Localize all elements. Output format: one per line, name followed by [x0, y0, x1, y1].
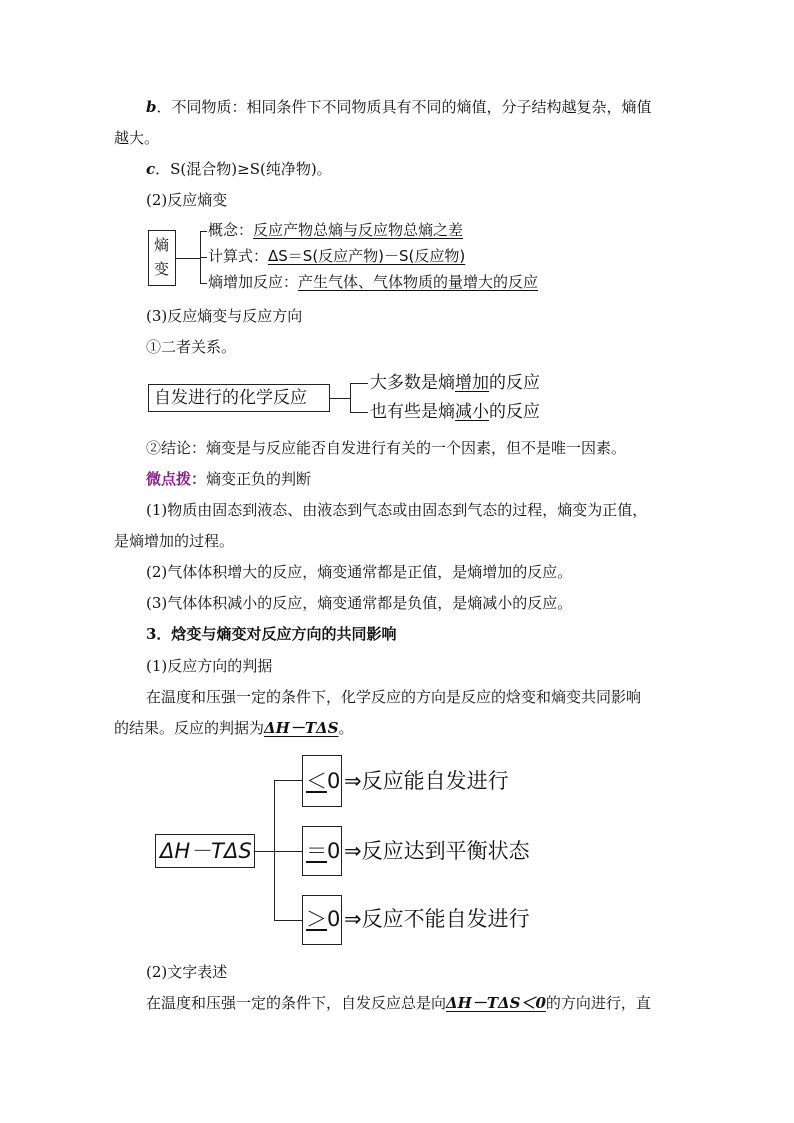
diagram2-connector	[330, 398, 350, 399]
paragraph-b-cont: 越大。	[114, 129, 160, 147]
diagram3-tick-1	[274, 780, 302, 781]
diagram1-branch-2	[208, 246, 465, 266]
tip-label: 微点拨：	[146, 470, 207, 488]
branch-2-before: 也有些是熵	[370, 402, 455, 422]
branch-2-value: 0	[327, 839, 341, 863]
diagram1-root-char-2: 变	[154, 260, 170, 278]
branch-3-prefix: 熵增加反应：	[208, 273, 299, 291]
diagram1-branch-1	[208, 220, 463, 240]
item-2: ②结论：熵变是与反应能否自发进行有关的一个因素，但不是唯一因素。	[146, 439, 627, 457]
diagram2-root: 自发进行的化学反应	[154, 388, 307, 408]
paragraph-c-text: ．S(混合物)≥S(纯净物)。	[155, 160, 332, 178]
tip-item-1: (1)物质由固态到液态、由液态到气态或由固态到气态的过程，熵变为正值，	[146, 501, 648, 519]
diagram3-tick-3	[274, 920, 302, 921]
branch-3-sign	[306, 906, 340, 932]
branch-2-sign	[306, 838, 340, 864]
tip-item-2: (2)气体体积增大的反应，熵变通常都是正值，是熵增加的反应。	[146, 563, 573, 581]
criterion-after: 。	[338, 719, 354, 737]
criterion-answer: ΔH－TΔS	[264, 719, 339, 737]
diagram3-tick-2	[274, 851, 302, 852]
branch-1-prefix: 概念：	[208, 221, 254, 239]
diagram3-connector	[255, 851, 274, 852]
diagram1-root-char-1: 熵	[154, 236, 170, 254]
branch-2-prefix: 计算式：	[208, 247, 269, 265]
paragraph-b	[146, 97, 652, 117]
tip-title: 熵变正负的判断	[206, 470, 312, 488]
paragraph-c	[146, 159, 332, 179]
branch-2-result: ⇒反应达到平衡状态	[344, 839, 530, 863]
diagram1-tick-3	[200, 283, 207, 284]
branch-1-answer: ＜	[306, 769, 327, 793]
diagram3-root: ΔH－TΔS	[160, 839, 252, 863]
sub-1-title: (1)反应方向的判据	[146, 657, 273, 675]
rule-after: 的方向进行，直	[545, 994, 651, 1012]
section-3-title: (3)反应熵变与反应方向	[146, 307, 303, 325]
diagram1-connector	[176, 258, 200, 259]
tip-item-3: (3)气体体积减小的反应，熵变通常都是负值，是熵减小的反应。	[146, 594, 573, 612]
branch-2-answer-blank: 减小	[455, 402, 489, 422]
branch-3-value: 0	[327, 907, 341, 931]
diagram1-tick-1	[200, 231, 207, 232]
branch-1-value: 0	[327, 769, 341, 793]
branch-1-answer-blank: 增加	[455, 373, 489, 393]
sub-1-text-cont	[114, 718, 353, 738]
diagram2-branch-1	[370, 372, 540, 394]
diagram1-tick-2	[200, 257, 207, 258]
branch-3-answer: ＞	[306, 907, 327, 931]
section-heading: 3．焓变与熵变对反应方向的共同影响	[146, 625, 397, 643]
item-label-c: c	[146, 160, 156, 178]
tip-item-1-cont: 是熵增加的过程。	[114, 532, 235, 550]
diagram2-bracket	[350, 383, 351, 413]
diagram1-branch-3	[208, 272, 538, 292]
branch-3-answer: 产生气体、气体物质的量增大的反应	[298, 273, 539, 291]
rule-before: 在温度和压强一定的条件下，自发反应总是向	[146, 994, 447, 1012]
tip-heading	[146, 469, 311, 489]
diagram3-bracket	[274, 780, 275, 920]
branch-1-after: 的反应	[489, 373, 540, 393]
branch-1-answer: 反应产物总熵与反应物总熵之差	[253, 221, 464, 239]
diagram2-tick-1	[350, 383, 368, 384]
diagram2-branch-2	[370, 401, 540, 423]
branch-2-answer: ＝	[306, 839, 327, 863]
sub-2-text	[146, 993, 651, 1013]
sub-2-title: (2)文字表述	[146, 963, 228, 981]
item-1: ①二者关系。	[146, 338, 237, 356]
branch-1-before: 大多数是熵	[370, 373, 455, 393]
section-2-title: (2)反应熵变	[146, 191, 228, 209]
sub-1-text: 在温度和压强一定的条件下，化学反应的方向是反应的焓变和熵变共同影响	[146, 688, 642, 706]
diagram2-tick-2	[350, 412, 368, 413]
paragraph-b-text: ．不同物质：相同条件下不同物质具有不同的熵值，分子结构越复杂，熵值	[156, 98, 652, 116]
branch-1-result: ⇒反应能自发进行	[344, 769, 509, 793]
branch-1-sign	[306, 768, 340, 794]
criterion-before: 的结果。反应的判据为	[114, 719, 265, 737]
item-label-b: b	[146, 98, 157, 116]
branch-2-answer: ΔS＝S(反应产物)－S(反应物)	[268, 247, 466, 265]
branch-3-result: ⇒反应不能自发进行	[344, 907, 530, 931]
branch-2-after: 的反应	[489, 402, 540, 422]
rule-answer: ΔH－TΔS＜0	[446, 994, 546, 1012]
